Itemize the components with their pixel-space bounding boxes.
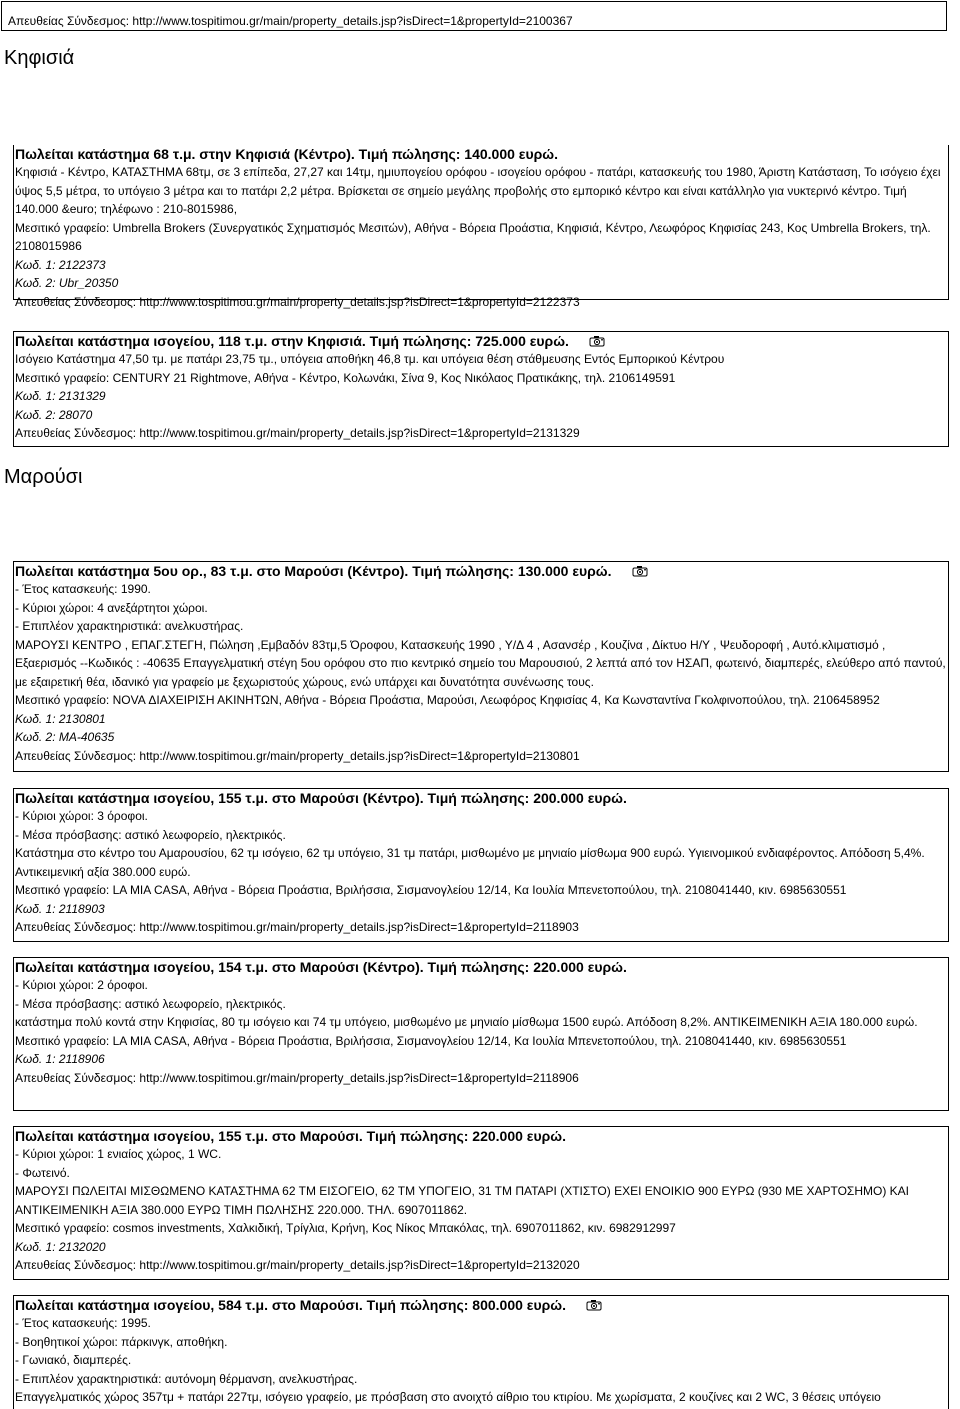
listing-code-1: Κωδ. 1: 2131329: [15, 389, 106, 403]
listing-code-1: Κωδ. 1: 2122373: [15, 257, 106, 272]
listing-direct-link[interactable]: Απευθείας Σύνδεσμος: http://www.tospitimou.gr/main/property_details.jsp?isDirect=1&propertyId=2131329: [15, 426, 580, 440]
listing-description: ΜΑΡΟΥΣΙ ΠΩΛΕΙΤΑΙ ΜΙΣΘΩΜΕΝΟ ΚΑΤΑΣΤΗΜΑ 62 ΤΜ ΕΙΣΟΓΕΙΟ, 62 ΤΜ ΥΠΟΓΕΙΟ, 31 ΤΜ ΠΑΤΑΡΙ (ΧΤΙΣΤΟ) ΕΧΕΙ ΕΝΟΙΚΙΟ 900 ΕΥΡΩ (930 ΜΕ ΧΑΡΤΟΣΗΜΟ) ΚΑΙ ΑΝΤΙΚΕΙΜΕΝΙΚΗ ΑΞΙΑ 380.000 ΕΥΡΩ ΤΙΜΗ ΠΩΛΗΣΗΣ 220.000. ΤΗΛ. 6907011862.: [15, 1184, 910, 1217]
listing-code-1: Κωδ. 1: 2118903: [15, 901, 105, 916]
listing-feature: - Φωτεινό.: [15, 1165, 70, 1180]
listing-code-1: Κωδ. 1: 2132020: [15, 1239, 106, 1254]
listing-feature: - Κύριοι χώροι: 1 ενιαίος χώρος, 1 WC.: [15, 1147, 222, 1161]
listing-card: [13, 561, 949, 772]
listing-code-2: Κωδ. 2: Ubr_20350: [15, 276, 119, 290]
listing-feature: - Έτος κατασκευής: 1990.: [15, 582, 151, 596]
listing-title[interactable]: Πωλείται κατάστημα ισογείου, 154 τ.μ. στο Μαρούσι (Κέντρο). Τιμή πώλησης: 220.000 ευρώ.: [15, 959, 627, 975]
listing-agency: Μεσιτικό γραφείο: LA MIA CASA, Αθήνα - Βόρεια Προάστια, Βριλήσσια, Σισμανογλείου 12/14, Κα Ιουλία Μπενετοπούλου, τηλ. 2108041440, κιν. 6985630551: [15, 1033, 847, 1048]
listing-feature: - Κύριοι χώροι: 2 όροφοι.: [15, 978, 148, 992]
listing-title[interactable]: Πωλείται κατάστημα ισογείου, 155 τ.μ. στο Μαρούσι. Τιμή πώλησης: 220.000 ευρώ.: [15, 1128, 566, 1144]
listing-card: [13, 788, 949, 942]
camera-icon[interactable]: [589, 335, 605, 347]
listing-agency: Μεσιτικό γραφείο: cosmos investments, Χαλκιδική, Τρίγλια, Κρήνη, Κος Νίκος Μπακόλας, τηλ. 6907011862, κιν. 6982912997: [15, 1221, 676, 1235]
listing-feature: - Μέσα πρόσβασης: αστικό λεωφορείο, ηλεκτρικός.: [15, 827, 286, 842]
listing-description: κατάστημα πολύ κοντά στην Κηφισίας, 80 τμ ισόγειο και 74 τμ υπόγειο, μισθωμένο με μηνιαίο μίσθωμα 1500 ευρώ. Απόδοση 8,2%. ΑΝΤΙΚΕΙΜΕΝΙΚΗ ΑΞΙΑ 180.000 ευρώ.: [15, 1015, 918, 1029]
listing-feature: - Γωνιακό, διαμπερές.: [15, 1353, 132, 1367]
listing-feature: - Έτος κατασκευής: 1995.: [15, 1316, 151, 1330]
listing-description: Ισόγειο Κατάστημα 47,50 τμ. με πατάρι 23,75 τμ., υπόγεια αποθήκη 46,8 τμ. και υπόγεια θέση στάθμευσης Εντός Εμπορικού Κέντρου: [15, 352, 725, 366]
section-title-kifisia: Κηφισιά: [4, 47, 75, 69]
listing-title[interactable]: Πωλείται κατάστημα ισογείου, 155 τ.μ. στο Μαρούσι (Κέντρο). Τιμή πώλησης: 200.000 ευρώ.: [15, 790, 627, 806]
listing-agency: Μεσιτικό γραφείο: LA MIA CASA, Αθήνα - Βόρεια Προάστια, Βριλήσσια, Σισμανογλείου 12/14, Κα Ιουλία Μπενετοπούλου, τηλ. 2108041440, κιν. 6985630551: [15, 883, 847, 897]
listing-title[interactable]: Πωλείται κατάστημα ισογείου, 584 τ.μ. στο Μαρούσι. Τιμή πώλησης: 800.000 ευρώ.: [15, 1297, 566, 1313]
listing-description: Επαγγελματικός χώρος 357τμ + πατάρι 227τμ, ισόγειο γραφείο, με πρόσβαση στο ανοιχτό αίθριο του κτιρίου. Με χωρίσματα, 2 κουζίνες και 2 WC, 3 θέσεις υπόγειο: [15, 1390, 881, 1404]
listing-description: ΜΑΡΟΥΣΙ ΚΕΝΤΡΟ , ΕΠΑΓ.ΣΤΕΓΗ, Πώληση ,Εμβαδόν 83τμ,5 Όροφου, Κατασκευής 1990 , Υ/Δ 4 , Ασανσέρ , Κουζίνα , Δίκτυο Η/Υ , Ψευδοροφή , Αυτό.κλιματισμό , Εξαερισμός --Κωδικός : -40635 Επαγγελματική στέγη 5ου ορόφου στο πιο κεντρικό σημείο του Μαρουσιού, 2 λεπτά από τον ΗΣΑΠ, φωτεινό, διαμπερές, ελεύθερο από παντού, με εξαιρετική θέα, ιδανικό για γραφείο με ξεχωριστούς χώρους, ενώ υπάρχει και δυνατότητα συνένωσης τους.: [15, 637, 946, 689]
listing-code-2: Κωδ. 2: MA-40635: [15, 730, 115, 744]
listing-direct-link[interactable]: Απευθείας Σύνδεσμος: http://www.tospitimou.gr/main/property_details.jsp?isDirect=1&propertyId=2118903: [15, 920, 579, 934]
listing-feature: - Επιπλέον χαρακτηριστικά: ανελκυστήρας.: [15, 619, 244, 633]
listing-title[interactable]: Πωλείται κατάστημα 68 τ.μ. στην Κηφισιά (Κέντρο). Τιμή πώλησης: 140.000 ευρώ.: [15, 146, 558, 162]
listing-feature: - Κύριοι χώροι: 3 όροφοι.: [15, 809, 148, 823]
listing-feature: - Επιπλέον χαρακτηριστικά: αυτόνομη θέρμανση, ανελκυστήρας.: [15, 1371, 358, 1386]
listing-agency: Μεσιτικό γραφείο: Umbrella Brokers (Συνεργατικός Σχηματισμός Μεσιτών), Αθήνα - Βόρεια Προάστια, Κηφισιά, Κέντρο, Λεωφόρος Κηφισίας 243, Κος Umbrella Brokers, τηλ. 2108015986: [15, 220, 931, 253]
listing-title[interactable]: Πωλείται κατάστημα 5ου ορ., 83 τ.μ. στο Μαρούσι (Κέντρο). Τιμή πώλησης: 130.000 ευρώ.: [15, 563, 612, 579]
listing-description: Κατάστημα στο κέντρο του Αμαρουσίου, 62 τμ ισόγειο, 62 τμ υπόγειο, 31 τμ πατάρι, μισθωμένο με μηνιαίο μίσθωμα 900 ευρώ. Υγιεινομικού ενδιαφέροντος. Απόδοση 5,4%. Αντικειμενική αξία 380.000 ευρώ.: [15, 846, 925, 879]
listing-direct-link[interactable]: Απευθείας Σύνδεσμος: http://www.tospitimou.gr/main/property_details.jsp?isDirect=1&propertyId=2118906: [15, 1070, 579, 1085]
listing-feature: - Κύριοι χώροι: 4 ανεξάρτητοι χώροι.: [15, 600, 208, 615]
listing-direct-link[interactable]: Απευθείας Σύνδεσμος: http://www.tospitimou.gr/main/property_details.jsp?isDirect=1&propertyId=2130801: [15, 748, 580, 763]
listing-code-1: Κωδ. 1: 2118906: [15, 1052, 105, 1066]
listing-direct-link[interactable]: Απευθείας Σύνδεσμος: http://www.tospitimou.gr/main/property_details.jsp?isDirect=1&propertyId=2122373: [15, 294, 580, 309]
listing-agency: Μεσιτικό γραφείο: CENTURY 21 Rightmove, Αθήνα - Κέντρο, Κολωνάκι, Σίνα 9, Κος Νικόλαος Πρατικάκης, τηλ. 2106149591: [15, 370, 676, 385]
listing-card: [13, 145, 949, 309]
listing-card: [13, 1295, 949, 1409]
section-title-marousi: Μαρούσι: [4, 466, 83, 488]
listing-agency: Μεσιτικό γραφείο: NOVA ΔΙΑΧΕΙΡΙΣΗ ΑΚΙΝΗΤΩΝ, Αθήνα - Βόρεια Προάστια, Μαρούσι, Λεωφόρος Κηφισίας 4, Κα Κωνσταντίνα Γκολφινοπούλου, τηλ. 2106458952: [15, 693, 880, 707]
camera-icon[interactable]: [586, 1299, 602, 1311]
listing-card: [13, 957, 949, 1111]
listing-feature: - Μέσα πρόσβασης: αστικό λεωφορείο, ηλεκτρικός.: [15, 996, 286, 1011]
top-link-box: [1, 1, 947, 31]
listing-card: [13, 1126, 949, 1280]
top-direct-link[interactable]: Απευθείας Σύνδεσμος: http://www.tospitimou.gr/main/property_details.jsp?isDirect=1&propertyId=2100367: [8, 14, 573, 28]
listing-title[interactable]: Πωλείται κατάστημα ισογείου, 118 τ.μ. στην Κηφισιά. Τιμή πώλησης: 725.000 ευρώ.: [15, 333, 569, 349]
listing-code-1: Κωδ. 1: 2130801: [15, 711, 106, 726]
listing-code-2: Κωδ. 2: 28070: [15, 407, 93, 422]
listing-feature: - Βοηθητικοί χώροι: πάρκινγκ, αποθήκη.: [15, 1334, 228, 1349]
listing-card: [13, 331, 949, 447]
listing-description: Κηφισιά - Κέντρο, ΚΑΤΑΣΤΗΜΑ 68τμ, σε 3 επίπεδα, 27,27 και 14τμ, ημιυπογείου ορόφου - ισογείου ορόφου - πατάρι, κατασκευής του 1980, Άριστη Κατάσταση, Το ισόγειο έχει ύψος 5,5 μέτρα, το υπόγειο 3 μέτρα και το πατάρι 2,2 μέτρα. Βρίσκεται σε σημείο μεγάλης προβολής στο εμπορικό κέντρο και είναι κατάλληλο για νυκτερινό κέντρο. Τιμή 140.000 &euro; τηλέφωνο : 210-8015986,: [15, 165, 941, 216]
camera-icon[interactable]: [632, 565, 648, 577]
listing-direct-link[interactable]: Απευθείας Σύνδεσμος: http://www.tospitimou.gr/main/property_details.jsp?isDirect=1&propertyId=2132020: [15, 1258, 580, 1272]
